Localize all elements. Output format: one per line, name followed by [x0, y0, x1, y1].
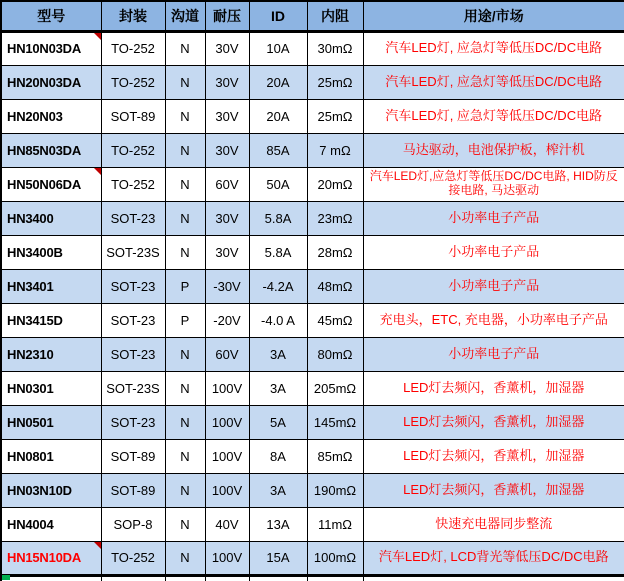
model-label: HN0301 — [7, 380, 54, 396]
cell-resistance: 48mΩ — [307, 269, 363, 303]
cell-voltage: 100V — [205, 473, 249, 507]
cell-model — [1, 405, 101, 439]
cell-channel: N — [165, 439, 205, 473]
cell-voltage: 60V — [205, 167, 249, 201]
cell-channel: N — [165, 541, 205, 575]
model-label: HN3415D — [7, 312, 63, 328]
cell-application: LED灯去频闪，香薰机，加湿器 — [363, 439, 624, 473]
cell-application: 充电头，ETC, 充电器，小功率电子产品 — [363, 303, 624, 337]
cell-resistance: 30mΩ — [307, 31, 363, 65]
cell-channel: N — [165, 133, 205, 167]
cell-model — [1, 167, 101, 201]
cell-model — [1, 201, 101, 235]
cell-application: 汽车LED灯, 应急灯等低压DC/DC电路 — [363, 31, 624, 65]
cell-voltage: 60V — [205, 337, 249, 371]
cell-channel: N — [165, 99, 205, 133]
model-label: HN0501 — [7, 414, 54, 430]
cell-package: SOT-23S — [101, 371, 165, 405]
comment-marker-icon — [94, 33, 101, 40]
cell-channel: P — [165, 269, 205, 303]
cell-channel: N — [165, 405, 205, 439]
cell-application: 小功率电子产品 — [363, 269, 624, 303]
cell-voltage: 30V — [205, 235, 249, 269]
comment-marker-icon — [94, 542, 101, 549]
cell-channel: N — [165, 473, 205, 507]
cell-application: 小功率电子产品 — [363, 201, 624, 235]
comment-marker-icon — [94, 168, 101, 175]
partial-cell — [205, 575, 249, 581]
cell-current: 5.8A — [249, 201, 307, 235]
table-row — [1, 133, 624, 167]
cell-package: SOT-23 — [101, 303, 165, 337]
cell-resistance: 100mΩ — [307, 541, 363, 575]
partial-cell — [307, 575, 363, 581]
cell-current: 15A — [249, 541, 307, 575]
cell-resistance: 145mΩ — [307, 405, 363, 439]
table-row — [1, 167, 624, 201]
cell-application: 汽车LED灯,应急灯等低压DC/DC电路, HID防反接电路, 马达驱动 — [363, 167, 624, 201]
cell-model — [1, 31, 101, 65]
partial-cell — [101, 575, 165, 581]
cell-channel: N — [165, 31, 205, 65]
cell-model — [1, 337, 101, 371]
model-label: HN20N03DA — [7, 74, 82, 90]
table-row — [1, 99, 624, 133]
cell-resistance: 25mΩ — [307, 65, 363, 99]
partial-cell — [363, 575, 624, 581]
model-label: HN50N06DA — [7, 176, 82, 192]
cell-application: 汽车LED灯, 应急灯等低压DC/DC电路 — [363, 99, 624, 133]
cell-package: TO-252 — [101, 31, 165, 65]
cell-channel: N — [165, 201, 205, 235]
cell-voltage: 100V — [205, 371, 249, 405]
column-header-resistance: 内阻 — [307, 1, 363, 31]
cell-voltage: 40V — [205, 507, 249, 541]
cell-application: 汽车LED灯, LCD背光等低压DC/DC电路 — [363, 541, 624, 575]
cell-resistance: 205mΩ — [307, 371, 363, 405]
cell-current: 20A — [249, 99, 307, 133]
column-header-model: 型号 — [1, 1, 101, 31]
cell-application: 快速充电器同步整流 — [363, 507, 624, 541]
table-row — [1, 541, 624, 575]
model-label: HN03N10D — [7, 482, 72, 498]
model-label: HN2310 — [7, 346, 54, 362]
cell-resistance: 20mΩ — [307, 167, 363, 201]
model-label: HN20N03 — [7, 108, 63, 124]
cell-current: -4.2A — [249, 269, 307, 303]
cell-resistance: 23mΩ — [307, 201, 363, 235]
model-label: HN3401 — [7, 278, 54, 294]
cell-resistance: 85mΩ — [307, 439, 363, 473]
cell-resistance: 190mΩ — [307, 473, 363, 507]
model-label: HN0801 — [7, 448, 54, 464]
table-row — [1, 269, 624, 303]
cell-package: TO-252 — [101, 541, 165, 575]
table-row — [1, 235, 624, 269]
cell-model — [1, 473, 101, 507]
table-row — [1, 303, 624, 337]
cell-package: SOT-23 — [101, 269, 165, 303]
cell-voltage: 100V — [205, 405, 249, 439]
cell-package: SOT-23 — [101, 405, 165, 439]
cell-model — [1, 371, 101, 405]
cell-voltage: -20V — [205, 303, 249, 337]
cell-channel: P — [165, 303, 205, 337]
cell-application: 小功率电子产品 — [363, 235, 624, 269]
cell-application: LED灯去频闪，香薰机，加湿器 — [363, 405, 624, 439]
cell-resistance: 28mΩ — [307, 235, 363, 269]
partial-next-row — [1, 575, 624, 581]
cell-package: TO-252 — [101, 133, 165, 167]
cell-package: SOP-8 — [101, 507, 165, 541]
column-header-voltage: 耐压 — [205, 1, 249, 31]
header-row — [1, 1, 624, 31]
partial-cell — [249, 575, 307, 581]
cell-application: LED灯去频闪，香薰机，加湿器 — [363, 473, 624, 507]
cell-voltage: 30V — [205, 99, 249, 133]
model-label: HN15N10DA — [7, 550, 82, 565]
cell-voltage: 30V — [205, 133, 249, 167]
cell-voltage: -30V — [205, 269, 249, 303]
cell-application: LED灯去频闪，香薰机，加湿器 — [363, 371, 624, 405]
cell-package: SOT-23 — [101, 201, 165, 235]
cell-voltage: 30V — [205, 65, 249, 99]
cell-resistance: 11mΩ — [307, 507, 363, 541]
cell-application: 马达驱动，电池保护板，榨汁机 — [363, 133, 624, 167]
cell-current: 20A — [249, 65, 307, 99]
table-row — [1, 337, 624, 371]
cell-current: 8A — [249, 439, 307, 473]
cell-model — [1, 439, 101, 473]
table-row — [1, 65, 624, 99]
cell-voltage: 100V — [205, 541, 249, 575]
partial-cell — [1, 575, 101, 581]
cell-current: 10A — [249, 31, 307, 65]
cell-channel: N — [165, 337, 205, 371]
cell-resistance: 45mΩ — [307, 303, 363, 337]
model-label: HN10N03DA — [7, 41, 82, 56]
column-header-current: ID — [249, 1, 307, 31]
model-label: HN3400B — [7, 244, 63, 260]
cell-model — [1, 133, 101, 167]
cell-resistance: 80mΩ — [307, 337, 363, 371]
cell-model — [1, 65, 101, 99]
cell-channel: N — [165, 65, 205, 99]
green-cell-fragment — [2, 575, 10, 580]
cell-package: TO-252 — [101, 65, 165, 99]
cell-model — [1, 303, 101, 337]
cell-current: 3A — [249, 337, 307, 371]
cell-channel: N — [165, 371, 205, 405]
cell-model — [1, 507, 101, 541]
model-label: HN3400 — [7, 210, 54, 226]
cell-voltage: 30V — [205, 31, 249, 65]
cell-current: 3A — [249, 371, 307, 405]
partial-cell — [165, 575, 205, 581]
cell-current: 85A — [249, 133, 307, 167]
cell-current: 5A — [249, 405, 307, 439]
cell-model — [1, 541, 101, 575]
column-header-package: 封装 — [101, 1, 165, 31]
model-label: HN4004 — [7, 516, 54, 532]
cell-channel: N — [165, 235, 205, 269]
cell-voltage: 30V — [205, 201, 249, 235]
table-row — [1, 31, 624, 65]
cell-current: -4.0 A — [249, 303, 307, 337]
cell-channel: N — [165, 167, 205, 201]
table-row — [1, 405, 624, 439]
cell-current: 5.8A — [249, 235, 307, 269]
cell-application: 小功率电子产品 — [363, 337, 624, 371]
cell-voltage: 100V — [205, 439, 249, 473]
cell-current: 50A — [249, 167, 307, 201]
cell-package: SOT-89 — [101, 99, 165, 133]
cell-resistance: 7 mΩ — [307, 133, 363, 167]
cell-model — [1, 235, 101, 269]
table-row — [1, 439, 624, 473]
model-label: HN85N03DA — [7, 142, 82, 158]
table-row — [1, 473, 624, 507]
cell-model — [1, 269, 101, 303]
column-header-application: 用途/市场 — [363, 1, 624, 31]
column-header-channel: 沟道 — [165, 1, 205, 31]
cell-package: TO-252 — [101, 167, 165, 201]
table-row — [1, 371, 624, 405]
cell-package: SOT-23 — [101, 337, 165, 371]
cell-application: 汽车LED灯, 应急灯等低压DC/DC电路 — [363, 65, 624, 99]
cell-channel: N — [165, 507, 205, 541]
cell-model — [1, 99, 101, 133]
cell-package: SOT-89 — [101, 439, 165, 473]
table-row — [1, 507, 624, 541]
cell-current: 13A — [249, 507, 307, 541]
cell-current: 3A — [249, 473, 307, 507]
cell-package: SOT-89 — [101, 473, 165, 507]
cell-package: SOT-23S — [101, 235, 165, 269]
table-row — [1, 201, 624, 235]
cell-resistance: 25mΩ — [307, 99, 363, 133]
